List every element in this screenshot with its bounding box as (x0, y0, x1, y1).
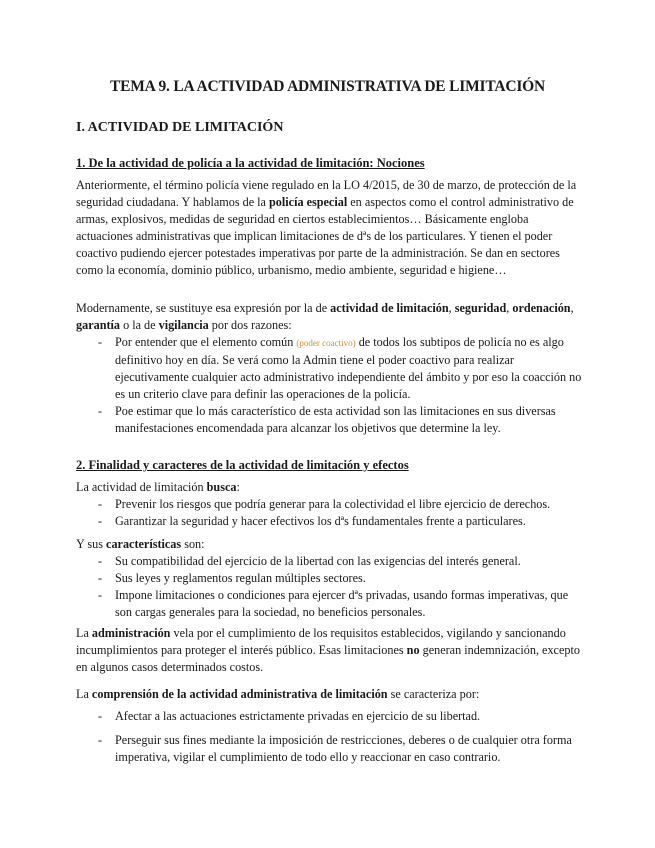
list-item: - Afectar a las actuaciones estrictamente privadas en ejercicio de su libertad. (76, 708, 582, 725)
paragraph-expresion-moderna: Modernamente, se sustituye esa expresión por la de actividad de limitación, seguridad, ordenación, garantía o la de vigilancia por dos razones: (76, 301, 574, 332)
list-item: - Garantizar la seguridad y hacer efectivos los dªs fundamentales frente a particulares. (76, 513, 582, 530)
list-item: - Sus leyes y reglamentos regulan múltiples sectores. (76, 570, 582, 587)
subheading-finalidad-caracteres: 2. Finalidad y caracteres de la actividad de limitación y efectos (76, 458, 409, 472)
list-razones (76, 334, 582, 437)
list-busca (76, 496, 582, 530)
paragraph-administracion: La administración vela por el cumplimiento de los requisitos establecidos, vigilando y sancionando incumplimientos para proteger el interés público. Esas limitaciones no generan indemnización, excepto en algunos casos determinados costos. (76, 626, 580, 674)
list-caracteristicas (76, 553, 582, 621)
document-title: TEMA 9. LA ACTIVIDAD ADMINISTRATIVA DE LIMITACIÓN (109, 78, 546, 95)
list-item: - Poe estimar que lo más característico de esta actividad son las limitaciones en sus diversas manifestaciones encomendada para alcanzar los objetivos que determine la ley. (76, 403, 582, 437)
section-heading-actividad-limitacion: I. ACTIVIDAD DE LIMITACIÓN (76, 120, 284, 135)
paragraph-comprension: La comprensión de la actividad administrativa de limitación se caracteriza por: (76, 687, 480, 701)
paragraph-caracteristicas: Y sus características son: (76, 537, 205, 551)
paragraph-policia-regulacion: Anteriormente, el término policía viene regulado en la LO 4/2015, de 30 de marzo, de protección de la seguridad ciudadana. Y hablamos de la policía especial en aspectos como el control administrativo de armas, explosivos, medidas de seguridad en ciertos establecimientos… Básicamente engloba actuaciones administrativas que implican limitaciones de dªs de los particulares. Y tienen el poder coactivo pudiendo ejercer potestades imperativas por parte de la administración. Se dan en sectores como la economía, dominio público, urbanismo, medio ambiente, seguridad e higiene… (76, 178, 577, 277)
list-item: - Su compatibilidad del ejercicio de la libertad con las exigencias del interés general. (76, 553, 582, 570)
paragraph-busca: La actividad de limitación busca: (76, 480, 240, 494)
list-comprension-1 (76, 708, 582, 725)
list-item: - Prevenir los riesgos que podría generar para la colectividad el libre ejercicio de derechos. (76, 496, 582, 513)
list-item: - Impone limitaciones o condiciones para ejercer dªs privadas, usando formas imperativas, que son cargas generales para la sociedad, no beneficios personales. (76, 587, 582, 621)
list-item: - Perseguir sus fines mediante la imposición de restricciones, deberes o de cualquier otra forma imperativa, vigilar el cumplimiento de todo ello y reaccionar en caso contrario. (76, 732, 582, 766)
annotation-poder-coactivo: (poder coactivo) (296, 338, 356, 348)
list-comprension-2 (76, 732, 582, 766)
list-item: - Por entender que el elemento común (poder coactivo) de todos los subtipos de policía no es algo definitivo hoy en día. Se verá como la Admin tiene el poder coactivo para realizar ejecutivamente cualquier acto administrativo independiente del ámbito y por eso la coacción no es un criterio clave para definir las operaciones de la policía. (76, 334, 582, 403)
subheading-policia-nociones: 1. De la actividad de policía a la actividad de limitación: Nociones (76, 156, 425, 170)
